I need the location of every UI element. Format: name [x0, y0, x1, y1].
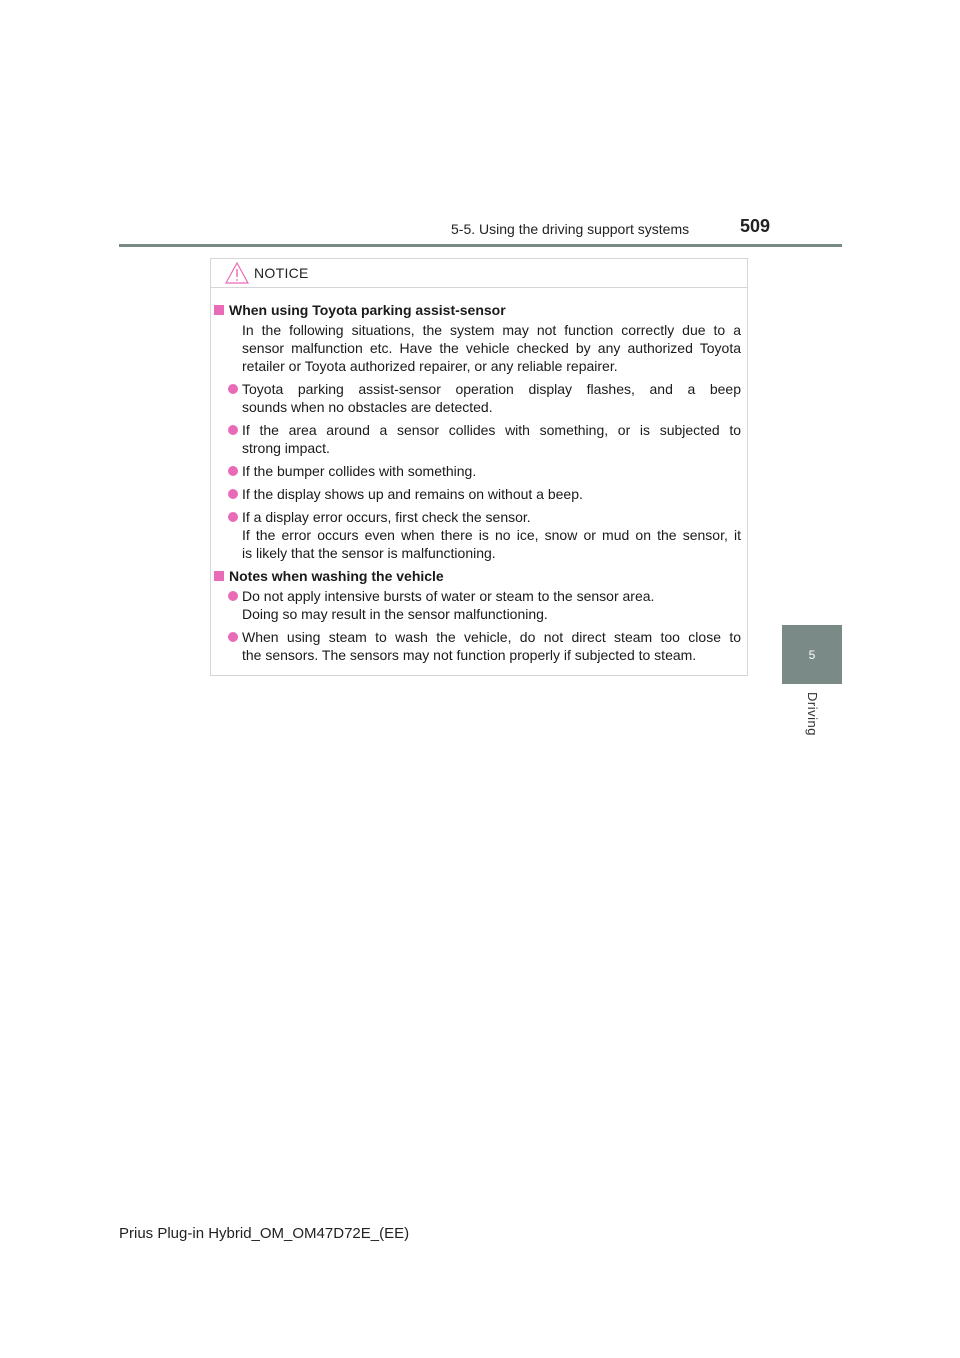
chapter-label: Driving: [805, 692, 820, 736]
bullet-line: Do not apply intensive bursts of water or steam to the sensor area.: [242, 588, 655, 604]
notice-section-heading: [211, 567, 747, 585]
round-bullet-icon: [228, 425, 238, 435]
bullet-item: [211, 628, 747, 664]
notice-section-heading: [211, 301, 747, 319]
bullet-item: [211, 462, 747, 480]
bullet-line: strong impact.: [242, 440, 330, 456]
round-bullet-icon: [228, 591, 238, 601]
paragraph-line: retailer or Toyota authorized repairer, or any reliable repairer.: [242, 358, 618, 374]
paragraph-line: sensor malfunction etc. Have the vehicle checked by any authorized Toyota: [242, 340, 741, 356]
paragraph-line: In the following situations, the system may not function correctly due to a: [242, 322, 741, 338]
page-number: 509: [740, 216, 771, 236]
bullet-item: [211, 380, 747, 416]
header-divider: [119, 244, 842, 247]
running-header-section: 5-5. Using the driving support systems: [451, 221, 690, 237]
notice-box: [210, 258, 748, 676]
bullet-line: Toyota parking assist-sensor operation display flashes, and a beep: [242, 381, 741, 397]
bullet-line: If a display error occurs, first check the sensor.: [242, 509, 531, 525]
square-bullet-icon: [214, 571, 224, 581]
square-bullet-icon: [214, 305, 224, 315]
bullet-item: [211, 421, 747, 457]
section-heading-text: Notes when washing the vehicle: [229, 568, 444, 584]
bullet-line: the sensors. The sensors may not function properly if subjected to steam.: [242, 647, 697, 663]
round-bullet-icon: [228, 512, 238, 522]
round-bullet-icon: [228, 489, 238, 499]
notice-header: [211, 259, 747, 288]
bullet-line: If the display shows up and remains on without a beep.: [242, 486, 583, 502]
bullet-line: sounds when no obstacles are detected.: [242, 399, 493, 415]
bullet-line: If the area around a sensor collides with something, or is subjected to: [242, 422, 741, 438]
bullet-item: [211, 587, 747, 623]
bullet-line: If the error occurs even when there is no ice, snow or mud on the sensor, it: [242, 527, 741, 543]
section-heading-text: When using Toyota parking assist-sensor: [229, 302, 506, 318]
round-bullet-icon: [228, 632, 238, 642]
chapter-number: 5: [808, 647, 816, 662]
bullet-line: Doing so may result in the sensor malfunctioning.: [242, 606, 548, 622]
document-footer: Prius Plug-in Hybrid_OM_OM47D72E_(EE): [119, 1225, 410, 1242]
notice-title: NOTICE: [254, 265, 309, 281]
bullet-line: When using steam to wash the vehicle, do not direct steam too close to: [242, 629, 741, 645]
bullet-item: [211, 508, 747, 562]
bullet-item: [211, 485, 747, 503]
notice-content: [211, 299, 747, 664]
bullet-line: is likely that the sensor is malfunctioning.: [242, 545, 496, 561]
section-paragraph: [211, 321, 747, 375]
bullet-line: If the bumper collides with something.: [242, 463, 477, 479]
round-bullet-icon: [228, 384, 238, 394]
warning-triangle-icon: [225, 262, 249, 289]
round-bullet-icon: [228, 466, 238, 476]
chapter-tab: [782, 625, 842, 684]
